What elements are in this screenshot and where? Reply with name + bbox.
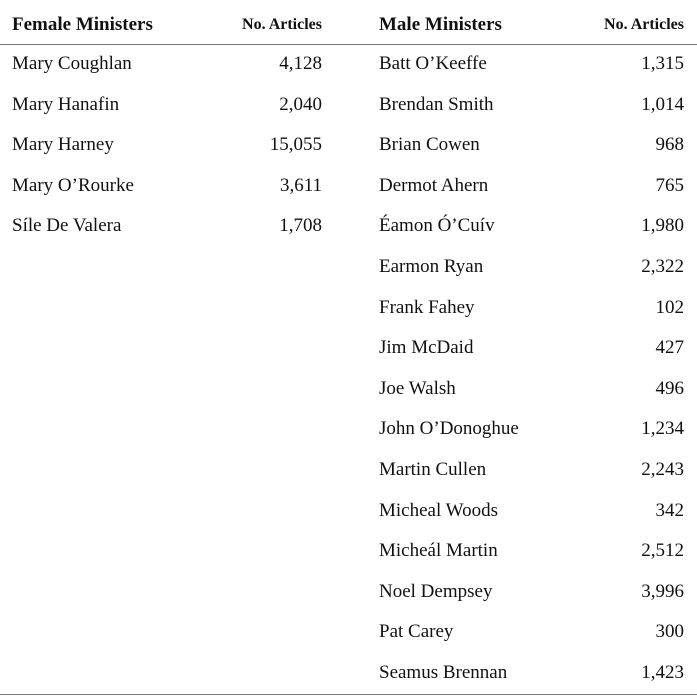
article-count: 342	[655, 499, 684, 521]
table-row	[12, 206, 322, 247]
minister-name: Martin Cullen	[379, 458, 487, 480]
minister-name: Brian Cowen	[379, 134, 480, 156]
minister-name: Joe Walsh	[379, 377, 456, 399]
minister-name: Earmon Ryan	[379, 255, 484, 277]
minister-name: Noel Dempsey	[379, 580, 493, 602]
table-row	[379, 166, 684, 207]
minister-name: Síle De Valera	[12, 215, 122, 237]
article-count: 1,234	[641, 418, 684, 440]
male-articles-header: No. Articles	[604, 16, 684, 33]
article-count: 765	[655, 174, 684, 196]
table-row	[379, 450, 684, 491]
table-row	[12, 44, 322, 85]
article-count: 1,315	[641, 53, 684, 74]
minister-name: Mary Coughlan	[12, 53, 132, 74]
minister-name: Frank Fahey	[379, 296, 475, 318]
female-ministers-header: Female Ministers	[12, 14, 153, 35]
male-ministers-header: Male Ministers	[379, 14, 502, 35]
table-row	[379, 288, 684, 329]
minister-name: Jim McDaid	[379, 337, 474, 359]
minister-name: Mary Hanafin	[12, 93, 120, 115]
table-row	[379, 491, 684, 532]
article-count: 496	[655, 377, 684, 399]
table-row	[379, 44, 684, 85]
minister-name: Pat Carey	[379, 621, 454, 643]
article-count: 2,322	[641, 255, 684, 277]
table-row	[379, 328, 684, 369]
table-row	[379, 531, 684, 572]
article-count: 3,996	[641, 580, 684, 602]
article-count: 4,128	[279, 53, 322, 74]
table-row	[379, 409, 684, 450]
article-count: 2,243	[641, 458, 684, 480]
article-count: 15,055	[269, 134, 322, 156]
bottom-rule	[0, 694, 697, 695]
minister-name: Brendan Smith	[379, 93, 494, 115]
table-row	[379, 85, 684, 126]
table-row	[379, 612, 684, 653]
table-row	[379, 653, 684, 694]
minister-name: Dermot Ahern	[379, 174, 489, 196]
minister-name: John O’Donoghue	[379, 418, 519, 440]
article-count: 300	[655, 621, 684, 643]
article-count: 2,040	[279, 93, 322, 115]
article-count: 968	[655, 134, 684, 156]
article-count: 1,708	[279, 215, 322, 237]
article-count: 1,423	[641, 661, 684, 683]
minister-name: Éamon Ó’Cuív	[379, 215, 495, 237]
table-row	[379, 247, 684, 288]
minister-name: Batt O’Keeffe	[379, 53, 487, 74]
minister-name: Mary Harney	[12, 134, 114, 156]
article-count: 427	[655, 337, 684, 359]
minister-name: Mary O’Rourke	[12, 174, 134, 196]
article-count: 102	[655, 296, 684, 318]
table-row	[12, 125, 322, 166]
table-row	[379, 125, 684, 166]
female-ministers-column	[12, 44, 322, 247]
table-row	[379, 206, 684, 247]
table-row	[379, 572, 684, 613]
article-count: 1,014	[641, 93, 684, 115]
article-count: 1,980	[641, 215, 684, 237]
male-ministers-column	[379, 44, 684, 694]
minister-name: Seamus Brennan	[379, 661, 508, 683]
table-row	[12, 85, 322, 126]
article-count: 3,611	[279, 174, 322, 196]
minister-name: Micheal Woods	[379, 499, 498, 521]
female-articles-header: No. Articles	[242, 16, 322, 33]
table-row	[12, 166, 322, 207]
article-count: 2,512	[641, 540, 684, 562]
minister-name: Micheál Martin	[379, 540, 498, 562]
table-row	[379, 369, 684, 410]
